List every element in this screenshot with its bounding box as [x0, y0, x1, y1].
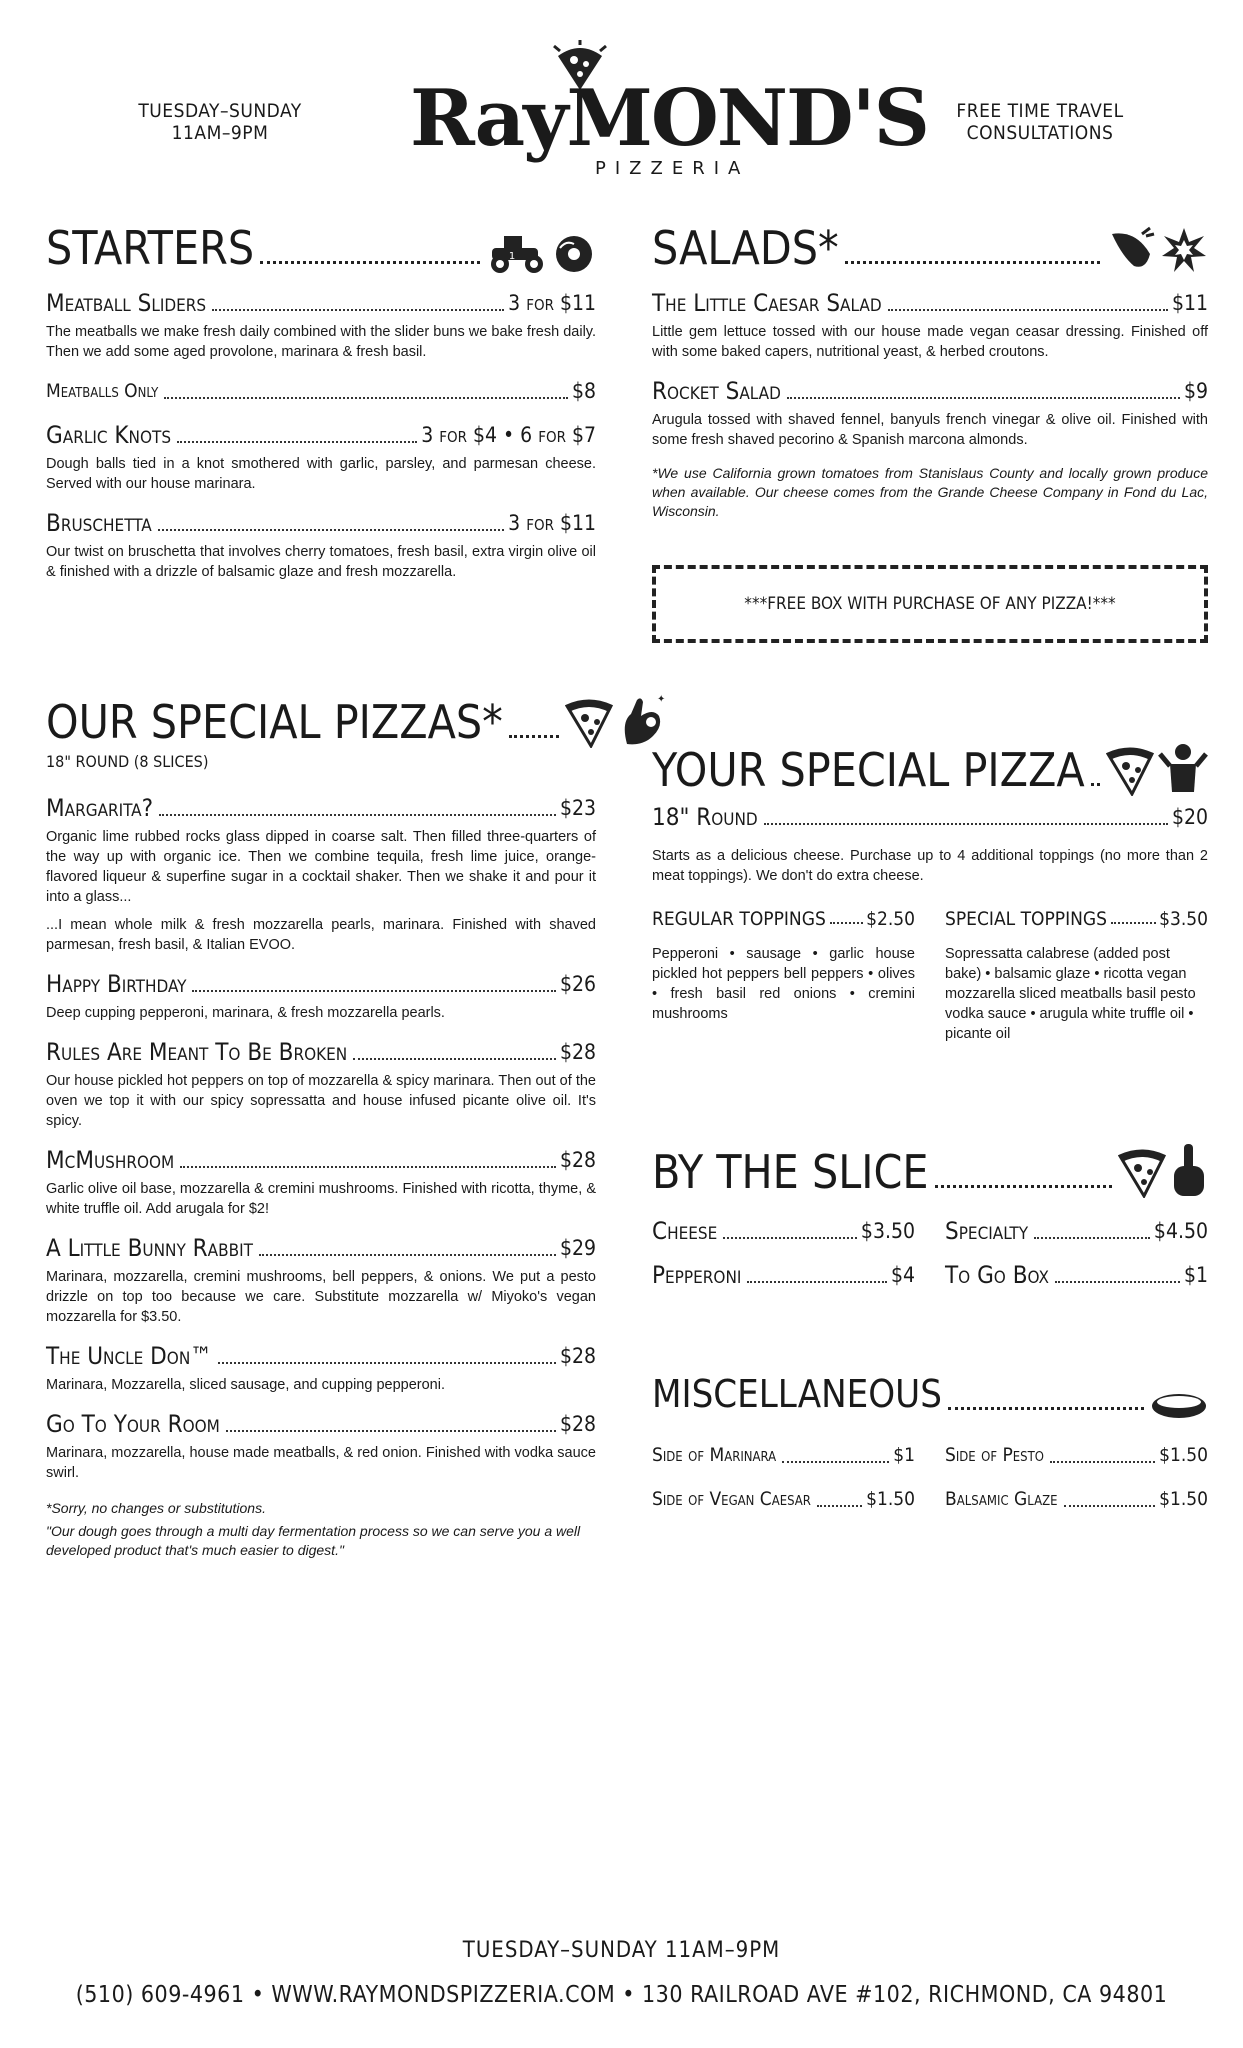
header-hours-days: TUESDAY–SUNDAY	[138, 100, 302, 122]
menu-item	[46, 793, 596, 823]
your-pizza-section	[652, 740, 1208, 1044]
menu-item	[46, 1037, 596, 1067]
item-price: $28	[559, 1040, 596, 1064]
item-name: Specialty	[945, 1217, 1029, 1245]
item-price: $4.50	[1153, 1219, 1208, 1243]
title-dots	[845, 261, 1100, 264]
pizza-slice-icon	[1118, 1146, 1166, 1198]
item-dots	[782, 1461, 889, 1463]
header-hours	[120, 100, 320, 144]
item-name: Side of Vegan Caesar	[652, 1488, 811, 1510]
item-name: Meatballs Only	[46, 380, 159, 402]
special-pizzas-section	[46, 692, 666, 1560]
item-name: Bruschetta	[46, 509, 152, 537]
race-car-icon	[486, 230, 548, 274]
menu-item	[945, 1260, 1208, 1290]
item-dots	[723, 1237, 857, 1239]
item-name: The Uncle Don™	[46, 1342, 212, 1370]
menu-item	[46, 376, 596, 406]
item-name: Meatball Sliders	[46, 289, 207, 317]
footer-hours: TUESDAY–SUNDAY 11AM–9PM	[462, 1938, 781, 1963]
item-dots	[787, 397, 1180, 399]
item-price: $1	[1183, 1263, 1208, 1287]
starters-section	[46, 222, 596, 582]
donut-icon	[552, 230, 596, 274]
logo-wordmark: RayMOND'S	[410, 73, 928, 164]
item-dots	[1064, 1505, 1156, 1507]
item-price: $11	[1171, 291, 1208, 315]
item-price: 3 for $11	[508, 291, 596, 315]
menu-item	[652, 1216, 915, 1246]
salads-section	[652, 222, 1208, 643]
item-description: Marinara, Mozzarella, sliced sausage, and cupping pepperoni.	[46, 1377, 445, 1393]
regular-toppings	[652, 908, 915, 1044]
toppings-columns	[652, 908, 1208, 1044]
regular-toppings-header	[652, 908, 915, 930]
special-toppings-list: Sopressatta calabrese (added post bake) • balsamic glaze • ricotta vegan mozzarella sliced meatballs basil pesto vodka sauce • arugula white truffle oil • picante oil	[945, 946, 1196, 1042]
item-price: $4	[890, 1263, 915, 1287]
menu-item	[652, 1260, 915, 1290]
salads-note: *We use California grown tomatoes from Stanislaus County and locally grown produce when available. Our cheese comes from the Grande Cheese Company in Fond du Lac, Wisconsin.	[652, 465, 1208, 519]
item-dots	[1050, 1461, 1155, 1463]
promo-text: ***FREE BOX WITH PURCHASE OF ANY PIZZA!***	[744, 594, 1116, 614]
menu-item	[46, 969, 596, 999]
misc-title: MISCELLANEOUS	[652, 1372, 942, 1416]
item-name: To Go Box	[945, 1261, 1049, 1289]
item-name: Happy Birthday	[46, 970, 187, 998]
menu-item	[46, 1233, 596, 1263]
item-name: Pepperoni	[652, 1261, 742, 1289]
item-dots	[1034, 1237, 1150, 1239]
your-pizza-title: YOUR SPECIAL PIZZA	[652, 743, 1085, 797]
menu-item	[46, 1145, 596, 1175]
item-dots	[259, 1254, 556, 1256]
title-dots	[509, 735, 559, 738]
statue-icon	[1158, 740, 1208, 796]
item-description: Deep cupping pepperoni, marinara, & fresh mozzarella pearls.	[46, 1005, 445, 1021]
item-description: Our twist on bruschetta that involves cherry tomatoes, fresh basil, extra virgin olive oil & finished with a drizzle of balsamic glaze and fresh mozzarella.	[46, 544, 596, 580]
item-dots	[212, 309, 504, 311]
item-price: 3 for $4 • 6 for $7	[421, 423, 596, 447]
header-hours-time: 11AM–9PM	[171, 122, 269, 144]
item-price: $28	[559, 1148, 596, 1172]
by-slice-title-row	[652, 1142, 1208, 1198]
special-pizzas-title: OUR SPECIAL PIZZAS*	[46, 695, 503, 749]
item-dots	[218, 1362, 556, 1364]
item-dots	[226, 1430, 556, 1432]
menu-item	[652, 1484, 915, 1514]
item-dots	[192, 990, 555, 992]
menu-item	[46, 288, 596, 318]
item-dots	[764, 823, 1168, 825]
misc-section	[652, 1368, 1208, 1514]
item-price: $23	[559, 796, 596, 820]
bowl-icon	[1150, 1388, 1208, 1420]
item-price: $1.50	[1159, 1488, 1208, 1510]
salads-title-row	[652, 222, 1208, 274]
regular-toppings-price: $2.50	[866, 908, 915, 930]
item-price: $20	[1171, 805, 1208, 829]
special-pizzas-subtitle: 18" ROUND (8 SLICES)	[46, 752, 209, 771]
promo-box	[652, 565, 1208, 643]
misc-title-row	[652, 1368, 1208, 1420]
item-description: Marinara, mozzarella, house made meatballs, & red onion. Finished with vodka sauce swirl.	[46, 1445, 596, 1481]
starters-title-row	[46, 222, 596, 274]
item-description: Garlic olive oil base, mozzarella & cremini mushrooms. Finished with ricotta, thyme, & white truffle oil. Add arugala for $2!	[46, 1181, 596, 1217]
item-description: Dough balls tied in a knot smothered with garlic, parsley, and parmesan cheese. Served with our house marinara.	[46, 456, 596, 492]
slice-columns	[652, 1216, 1208, 1290]
item-description: Our house pickled hot peppers on top of mozzarella & spicy marinara. Then out of the oven we top it with our spicy sopressatta and house infused picante olive oil. It's spicy.	[46, 1073, 596, 1129]
item-name: McMushroom	[46, 1146, 175, 1174]
item-price: $26	[559, 972, 596, 996]
regular-toppings-list: Pepperoni • sausage • garlic house pickled hot peppers bell peppers • olives • fresh basil red onions • cremini mushrooms	[652, 946, 915, 1022]
item-dots	[164, 397, 568, 399]
explosion-icon	[1160, 226, 1208, 274]
menu-item	[652, 288, 1208, 318]
by-slice-title: BY THE SLICE	[652, 1145, 929, 1199]
regular-toppings-label: REGULAR TOPPINGS	[652, 908, 826, 930]
item-description: Marinara, mozzarella, cremini mushrooms, bell peppers, & onions. We put a pesto drizzle on top too because we care. Substitute mozzarella w/ Miyoko's vegan mozzarella for $3.50.	[46, 1269, 596, 1325]
item-name: Garlic Knots	[46, 421, 172, 449]
item-name: A Little Bunny Rabbit	[46, 1234, 253, 1262]
special-toppings-price: $3.50	[1159, 908, 1208, 930]
item-dots	[158, 529, 504, 531]
item-price: $28	[559, 1344, 596, 1368]
menu-item	[652, 376, 1208, 406]
menu-item	[46, 1341, 596, 1371]
item-price: $1.50	[866, 1488, 915, 1510]
item-price: 3 for $11	[508, 511, 596, 535]
item-name: Balsamic Glaze	[945, 1488, 1058, 1510]
special-toppings-label: SPECIAL TOPPINGS	[945, 908, 1108, 930]
title-dots	[260, 261, 480, 264]
item-dots	[1055, 1281, 1180, 1283]
item-description: Organic lime rubbed rocks glass dipped in coarse salt. Then filled three-quarters of the way up with organic ice. Then we combine tequila, fresh lime juice, orange-flavored liqueur & superfine sugar in a cocktail shaker. Then we shake it and pour it into a glass...	[46, 829, 596, 905]
item-name: Rules Are Meant To Be Broken	[46, 1038, 348, 1066]
item-name: Go To Your Room	[46, 1410, 220, 1438]
starters-title: STARTERS	[46, 221, 255, 275]
item-price: $1.50	[1159, 1444, 1208, 1466]
item-name: Margarita?	[46, 794, 154, 822]
item-price: $1	[893, 1444, 915, 1466]
item-dots	[817, 1505, 862, 1507]
menu-item	[46, 1409, 596, 1439]
menu-item	[652, 802, 1208, 832]
item-description: The meatballs we make fresh daily combined with the slider buns we bake fresh daily. Then we add some aged provolone, marinara & fresh basil.	[46, 324, 596, 360]
chili-pepper-icon	[1106, 226, 1156, 274]
item-description: Arugula tossed with shaved fennel, banyuls french vinegar & olive oil. Finished with some fresh shaved pecorino & Spanish marcona almonds.	[652, 412, 1208, 448]
item-dots	[747, 1281, 887, 1283]
menu-item	[945, 1484, 1208, 1514]
your-pizza-description: Starts as a delicious cheese. Purchase up to 4 additional toppings (no more than 2 meat toppings). We don't do extra cheese.	[652, 848, 1208, 884]
logo	[410, 40, 928, 180]
svg-text:✦: ✦	[656, 694, 666, 705]
svg-text:1: 1	[508, 251, 516, 262]
item-name: Side of Marinara	[652, 1444, 777, 1466]
pointing-finger-icon	[1170, 1142, 1208, 1198]
item-price: $3.50	[860, 1219, 915, 1243]
item-price: $28	[559, 1412, 596, 1436]
item-dots	[177, 441, 417, 443]
special-toppings-header	[945, 908, 1208, 930]
menu-item	[46, 508, 596, 538]
item-dots	[180, 1166, 556, 1168]
dough-note: "Our dough goes through a multi day fermentation process so we can serve you a well developed product that's much easier to digest."	[46, 1523, 581, 1558]
item-dots	[353, 1058, 556, 1060]
item-dots	[888, 309, 1168, 311]
title-dots	[948, 1407, 1144, 1410]
item-name: Cheese	[652, 1217, 718, 1245]
logo-subtitle: PIZZERIA	[595, 158, 750, 179]
pizza-slice-icon	[1106, 744, 1154, 796]
misc-columns	[652, 1440, 1208, 1514]
special-pizzas-note: *Sorry, no changes or substitutions.	[46, 1500, 266, 1516]
footer-contact: (510) 609-4961 • WWW.RAYMONDSPIZZERIA.COM • 130 RAILROAD AVE #102, RICHMOND, CA 94801	[75, 1982, 1168, 2008]
your-pizza-title-row	[652, 740, 1208, 796]
pizza-slice-icon	[565, 696, 613, 748]
item-description: Little gem lettuce tossed with our house made vegan ceasar dressing. Finished off with some baked capers, nutritional yeast, & herbed croutons.	[652, 324, 1208, 360]
item-dots	[1111, 922, 1156, 924]
by-slice-section	[652, 1142, 1208, 1290]
menu-item	[945, 1216, 1208, 1246]
menu-item	[945, 1440, 1208, 1470]
salads-title: SALADS*	[652, 221, 839, 275]
item-dots	[830, 922, 863, 924]
title-dots	[935, 1185, 1112, 1188]
item-price: $9	[1183, 379, 1208, 403]
menu-item	[46, 420, 596, 450]
special-toppings	[945, 908, 1208, 1044]
item-dots	[159, 814, 556, 816]
item-name: 18" Round	[652, 803, 758, 831]
item-price: $8	[571, 379, 596, 403]
menu-item	[652, 1440, 915, 1470]
title-dots	[1091, 783, 1100, 786]
consult-line-2: CONSULTATIONS	[966, 122, 1114, 144]
item-name: Rocket Salad	[652, 377, 781, 405]
consult-line-1: FREE TIME TRAVEL	[956, 100, 1124, 122]
item-price: $29	[559, 1236, 596, 1260]
item-name: The Little Caesar Salad	[652, 289, 882, 317]
special-pizzas-title-row	[46, 692, 666, 749]
item-name: Side of Pesto	[945, 1444, 1044, 1466]
header-consult	[940, 100, 1140, 144]
item-description-continued: ...I mean whole milk & fresh mozzarella pearls, marinara. Finished with shaved parmesan, fresh basil, & Italian EVOO.	[46, 917, 596, 953]
